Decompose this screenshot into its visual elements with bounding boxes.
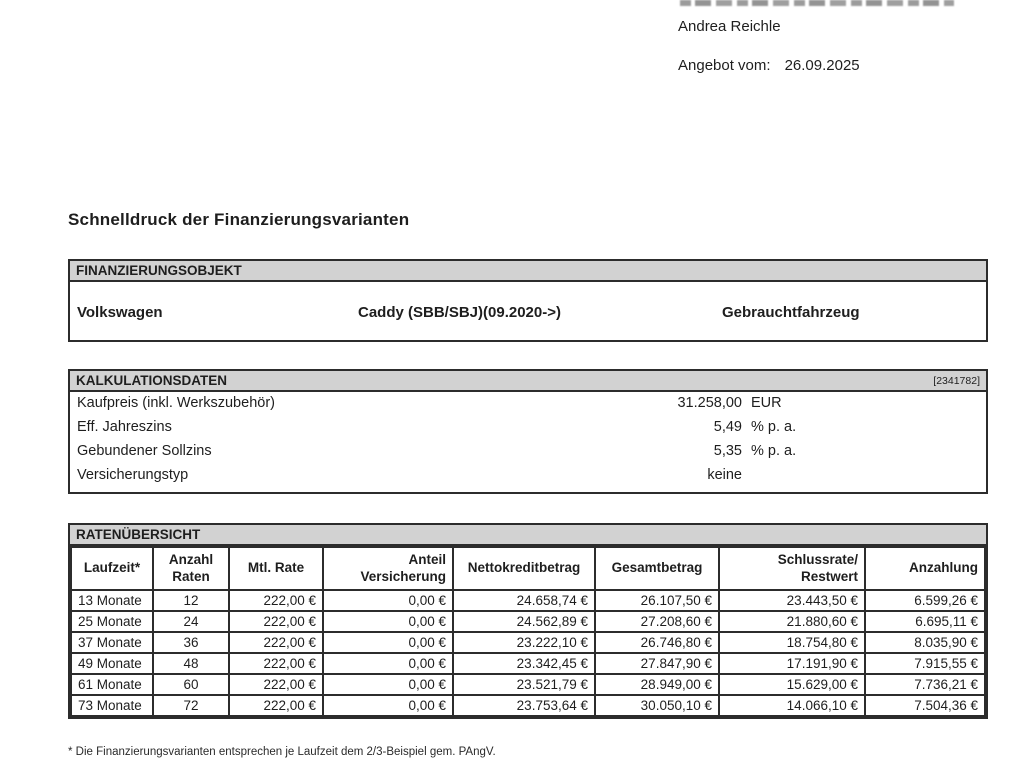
cropped-text-line [680, 0, 954, 6]
section-kalkulationsdaten [68, 369, 988, 494]
cell-anteil-versicherung: 0,00 € [323, 611, 453, 632]
table-row [71, 653, 985, 674]
offer-date-label: Angebot vom: [678, 57, 771, 74]
cell-anzahl-raten: 24 [153, 611, 229, 632]
cell-mtl-rate: 222,00 € [229, 695, 323, 716]
kalk-row-eff-jahreszins [70, 416, 986, 440]
col-header-laufzeit: Laufzeit* [71, 547, 153, 590]
cell-nettokreditbetrag: 23.222,10 € [453, 632, 595, 653]
cell-laufzeit: 25 Monate [71, 611, 153, 632]
cell-anteil-versicherung: 0,00 € [323, 695, 453, 716]
finanzierungsobjekt-content [70, 282, 986, 340]
table-row [71, 590, 985, 611]
footnote: * Die Finanzierungsvarianten entsprechen je Laufzeit dem 2/3-Beispiel gem. PAngV. [68, 746, 496, 758]
table-row [71, 695, 985, 716]
kalk-label: Eff. Jahreszins [77, 419, 172, 435]
col-header-anzahlung: Anzahlung [865, 547, 985, 590]
section-ratenuebersicht [68, 523, 988, 719]
cell-anzahl-raten: 60 [153, 674, 229, 695]
section-title: RATENÜBERSICHT [76, 527, 201, 542]
cell-gesamtbetrag: 30.050,10 € [595, 695, 719, 716]
section-finanzierungsobjekt [68, 259, 988, 342]
cell-anzahlung: 6.599,26 € [865, 590, 985, 611]
col-header-nettokreditbetrag: Nettokreditbetrag [453, 547, 595, 590]
kalk-unit: % p. a. [751, 443, 797, 459]
rates-table [70, 546, 986, 717]
cell-mtl-rate: 222,00 € [229, 590, 323, 611]
cell-schlussrate: 23.443,50 € [719, 590, 865, 611]
rates-header-row [71, 547, 985, 590]
col-header-anzahl-raten: Anzahl Raten [153, 547, 229, 590]
page-title: Schnelldruck der Finanzierungsvarianten [68, 210, 410, 229]
cell-anteil-versicherung: 0,00 € [323, 632, 453, 653]
table-row [71, 632, 985, 653]
table-row [71, 611, 985, 632]
cell-gesamtbetrag: 26.107,50 € [595, 590, 719, 611]
kalk-value: 5,35 [713, 443, 742, 459]
cell-laufzeit: 13 Monate [71, 590, 153, 611]
reference-number: [2341782] [933, 374, 980, 387]
kalk-unit: EUR [751, 395, 782, 411]
kalk-row-versicherungstyp [70, 464, 986, 488]
col-header-schlussrate-restwert: Schlussrate/ Restwert [719, 547, 865, 590]
cell-anzahlung: 7.504,36 € [865, 695, 985, 716]
section-title: KALKULATIONSDATEN [76, 373, 227, 388]
col-header-mtl-rate: Mtl. Rate [229, 547, 323, 590]
cell-nettokreditbetrag: 23.342,45 € [453, 653, 595, 674]
cell-anzahlung: 8.035,90 € [865, 632, 985, 653]
section-title: FINANZIERUNGSOBJEKT [76, 263, 242, 278]
cell-anzahl-raten: 36 [153, 632, 229, 653]
col-header-anteil-versicherung: Anteil Versicherung [323, 547, 453, 590]
cell-schlussrate: 18.754,80 € [719, 632, 865, 653]
cell-nettokreditbetrag: 23.753,64 € [453, 695, 595, 716]
cell-anzahlung: 6.695,11 € [865, 611, 985, 632]
cell-anzahl-raten: 48 [153, 653, 229, 674]
cell-schlussrate: 21.880,60 € [719, 611, 865, 632]
cell-anzahl-raten: 72 [153, 695, 229, 716]
kalk-unit: % p. a. [751, 419, 797, 435]
cell-nettokreditbetrag: 24.658,74 € [453, 590, 595, 611]
offer-date-line [678, 57, 860, 74]
kalk-value: 31.258,00 [677, 395, 742, 411]
cell-gesamtbetrag: 27.847,90 € [595, 653, 719, 674]
cell-nettokreditbetrag: 23.521,79 € [453, 674, 595, 695]
vehicle-type: Gebrauchtfahrzeug [722, 304, 860, 321]
kalk-label: Gebundener Sollzins [77, 443, 212, 459]
cell-gesamtbetrag: 27.208,60 € [595, 611, 719, 632]
vehicle-model: Caddy (SBB/SBJ)(09.2020->) [358, 304, 561, 321]
section-header-ratenuebersicht [70, 525, 986, 546]
kalk-value: keine [707, 467, 742, 483]
section-header-finanzierungsobjekt [70, 261, 986, 282]
cell-mtl-rate: 222,00 € [229, 632, 323, 653]
cell-schlussrate: 15.629,00 € [719, 674, 865, 695]
cell-gesamtbetrag: 28.949,00 € [595, 674, 719, 695]
vehicle-brand: Volkswagen [77, 304, 163, 321]
cell-anteil-versicherung: 0,00 € [323, 674, 453, 695]
offer-date-value: 26.09.2025 [784, 57, 860, 74]
cell-anteil-versicherung: 0,00 € [323, 590, 453, 611]
cell-mtl-rate: 222,00 € [229, 653, 323, 674]
kalk-row-sollzins [70, 440, 986, 464]
table-row [71, 674, 985, 695]
kalk-row-kaufpreis [70, 392, 986, 416]
cell-laufzeit: 61 Monate [71, 674, 153, 695]
cell-mtl-rate: 222,00 € [229, 611, 323, 632]
cell-schlussrate: 17.191,90 € [719, 653, 865, 674]
cell-laufzeit: 49 Monate [71, 653, 153, 674]
kalk-label: Versicherungstyp [77, 467, 189, 483]
cell-laufzeit: 37 Monate [71, 632, 153, 653]
cell-anzahlung: 7.736,21 € [865, 674, 985, 695]
cell-anzahl-raten: 12 [153, 590, 229, 611]
advisor-name: Andrea Reichle [678, 18, 781, 35]
cell-laufzeit: 73 Monate [71, 695, 153, 716]
cell-gesamtbetrag: 26.746,80 € [595, 632, 719, 653]
section-header-kalkulationsdaten [70, 371, 986, 392]
col-header-gesamtbetrag: Gesamtbetrag [595, 547, 719, 590]
kalk-value: 5,49 [713, 419, 742, 435]
cell-anzahlung: 7.915,55 € [865, 653, 985, 674]
kalk-label: Kaufpreis (inkl. Werkszubehör) [77, 395, 275, 411]
cell-nettokreditbetrag: 24.562,89 € [453, 611, 595, 632]
cell-schlussrate: 14.066,10 € [719, 695, 865, 716]
cell-mtl-rate: 222,00 € [229, 674, 323, 695]
cell-anteil-versicherung: 0,00 € [323, 653, 453, 674]
